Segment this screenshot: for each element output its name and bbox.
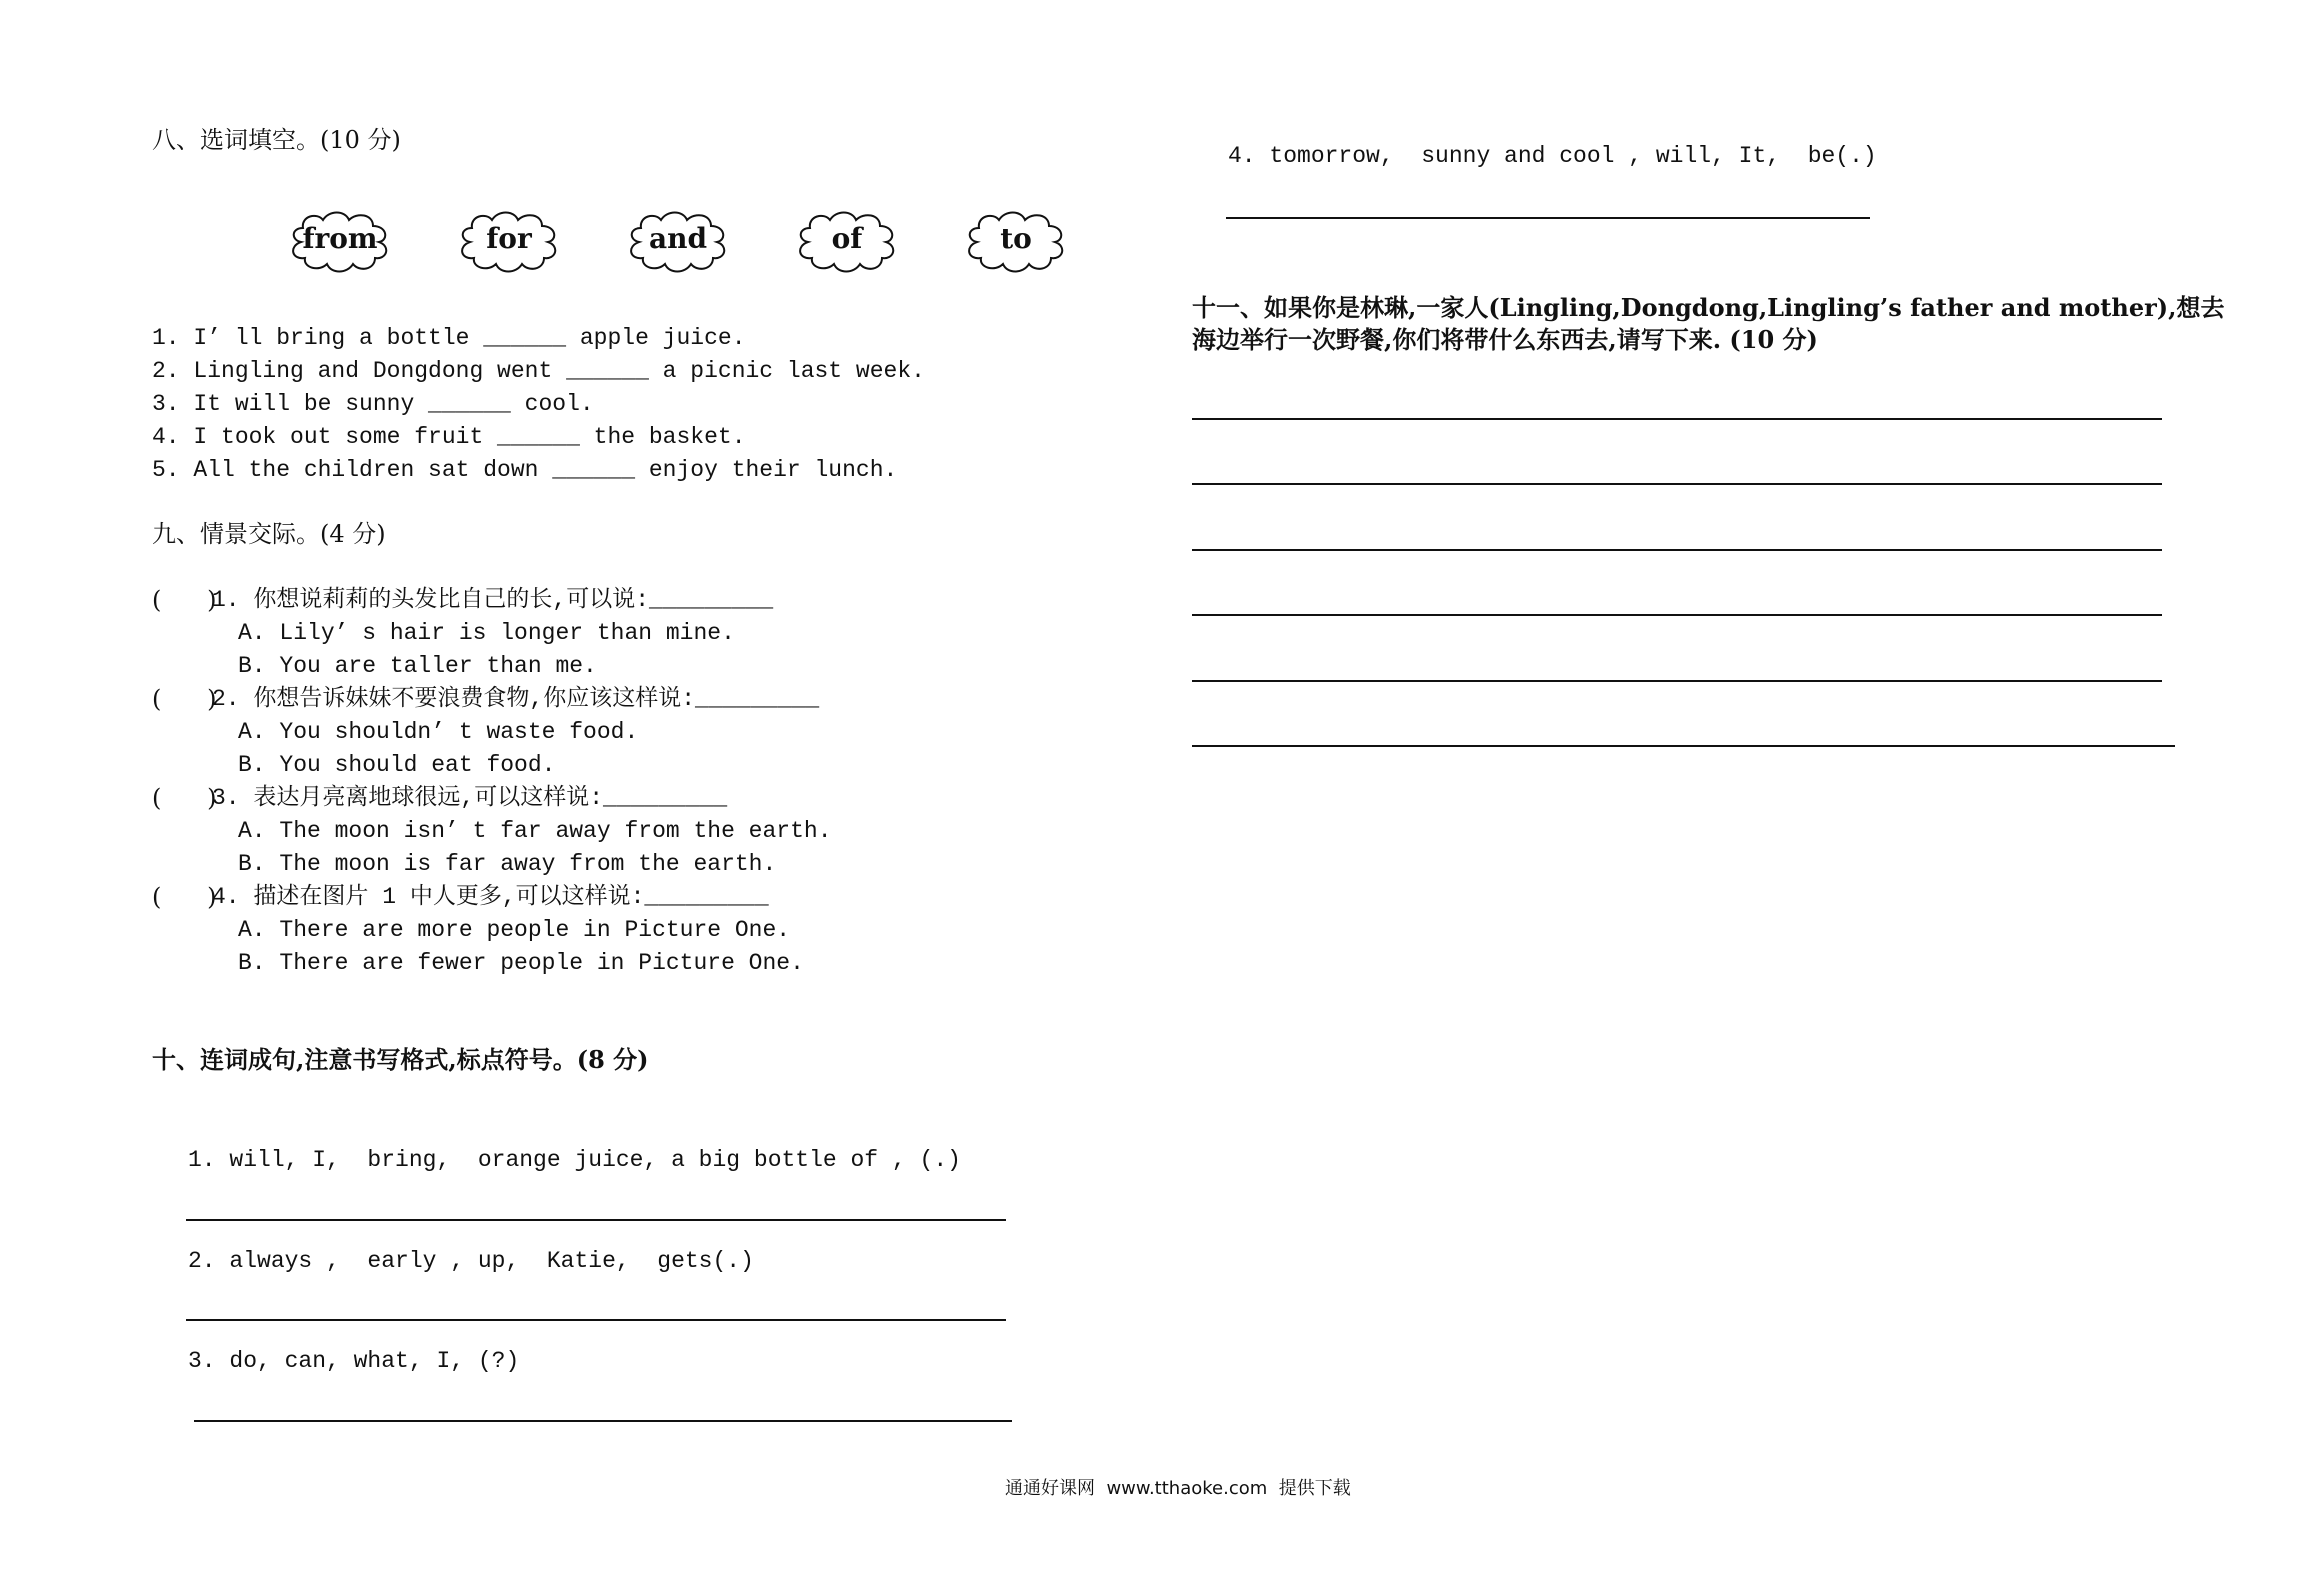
footer-text: 通通好课网 www.tthaoke.com 提供下载: [1005, 1478, 1351, 1499]
sec10-item-4: 4. tomorrow, sunny and cool , will, It, be(.): [1228, 143, 1877, 169]
writing-line: [1192, 614, 2162, 616]
word-for: for: [486, 222, 532, 255]
answer-line: [186, 1319, 1006, 1321]
sec9-q2-stem: 2. 你想告诉妹妹不要浪费食物,你应该这样说:_________: [212, 686, 820, 712]
sec9-q1-option-b: B. You are taller than me.: [238, 653, 597, 679]
sec10-item-3: 3. do, can, what, I, (?): [188, 1348, 520, 1374]
sec9-q3-option-a: A. The moon isn’ t far away from the earth.: [238, 818, 832, 844]
word-of: of: [831, 222, 863, 255]
writing-line: [1192, 483, 2162, 485]
writing-line: [1192, 680, 2162, 682]
sec8-item-5: 5. All the children sat down ______ enjoy their lunch.: [152, 457, 898, 483]
answer-line: [194, 1420, 1012, 1422]
answer-line: [1226, 217, 1870, 219]
sec9-q2-option-b: B. You should eat food.: [238, 752, 556, 778]
sec10-item-1: 1. will, I, bring, orange juice, a big bottle of , (.): [188, 1147, 961, 1173]
writing-line: [1192, 418, 2162, 420]
sec8-item-1: 1. I’ ll bring a bottle ______ apple juice.: [152, 325, 746, 351]
answer-paren-4: ( ): [152, 883, 217, 911]
word-cloud-for: [456, 206, 562, 276]
sec9-q4-option-a: A. There are more people in Picture One.: [238, 917, 791, 943]
word-cloud-from: [287, 206, 393, 276]
answer-paren-3: ( ): [152, 784, 217, 812]
answer-paren-1: ( ): [152, 586, 217, 614]
sec9-q2-option-a: A. You shouldn’ t waste food.: [238, 719, 639, 745]
section-8-title: 八、选词填空。(10 分): [152, 126, 401, 154]
word-cloud-and: [625, 206, 731, 276]
sec9-q3-stem: 3. 表达月亮离地球很远,可以这样说:_________: [212, 785, 728, 811]
word-cloud-of: [794, 206, 900, 276]
section-11-title-line1: 十一、如果你是林琳,一家人(Lingling,Dongdong,Lingling’s father and mother),想去: [1192, 293, 2225, 322]
sec9-q4-option-b: B. There are fewer people in Picture One.: [238, 950, 804, 976]
sec9-q1-option-a: A. Lily’ s hair is longer than mine.: [238, 620, 735, 646]
sec9-q3-option-b: B. The moon is far away from the earth.: [238, 851, 777, 877]
sec8-item-3: 3. It will be sunny ______ cool.: [152, 391, 594, 417]
sec9-q4-stem: 4. 描述在图片 1 中人更多,可以这样说:_________: [212, 884, 769, 910]
word-and: and: [648, 222, 708, 255]
answer-line: [186, 1219, 1006, 1221]
answer-paren-2: ( ): [152, 685, 217, 713]
section-9-title: 九、情景交际。(4 分): [152, 520, 386, 548]
writing-line: [1192, 549, 2162, 551]
sec8-item-2: 2. Lingling and Dongdong went ______ a picnic last week.: [152, 358, 925, 384]
sec9-q1-stem: 1. 你想说莉莉的头发比自己的长,可以说:_________: [212, 587, 774, 613]
sec10-item-2: 2. always , early , up, Katie, gets(.): [188, 1248, 754, 1274]
section-10-title: 十、连词成句,注意书写格式,标点符号。(8 分): [152, 1045, 649, 1074]
word-from: from: [302, 222, 378, 255]
word-to: to: [1000, 222, 1032, 255]
writing-line: [1192, 745, 2175, 747]
section-11-title-line2: 海边举行一次野餐,你们将带什么东西去,请写下来. (10 分): [1192, 325, 1818, 354]
sec8-item-4: 4. I took out some fruit ______ the basket.: [152, 424, 746, 450]
word-cloud-to: [963, 206, 1069, 276]
